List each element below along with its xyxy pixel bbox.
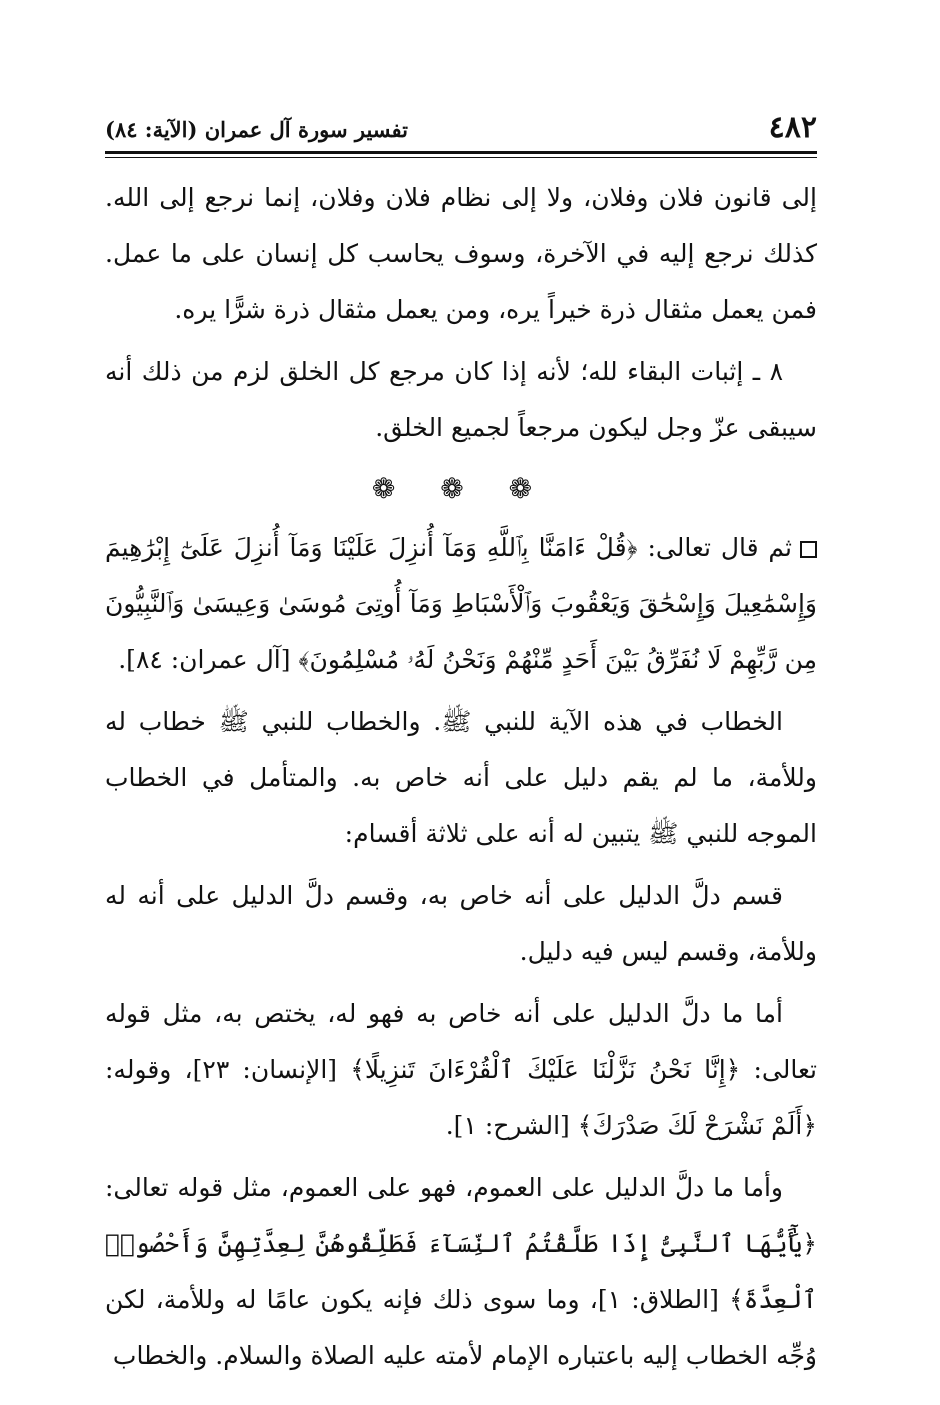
verse-reference: [آل عمران: ٨٤].: [118, 645, 299, 674]
specific-text-c: [الشرح: ١].: [445, 1111, 578, 1140]
body-text: [105, 170, 817, 1384]
quran-verse-insan: ﴿إِنَّا نَحْنُ نَزَّلْنَا عَلَيْكَ ٱلْقُرْءَانَ تَنزِيلًا﴾: [350, 1055, 741, 1084]
quran-verse-talaq: ﴿يَٰٓأَيُّهَا ٱلنَّبِىُّ إِذَا طَلَّقْتُمُ ٱلنِّسَآءَ فَطَلِّقُوهُنَّ لِعِدَّتِهِنَّ وَأَحْصُوا۟ ٱلْعِدَّةَ﴾: [105, 1229, 817, 1314]
commentary-paragraph-1: الخطاب في هذه الآية للنبي ﷺ. والخطاب للنبي ﷺ خطاب له وللأمة، ما لم يقم دليل على أنه خاص به. والمتأمل في الخطاب الموجه للنبي ﷺ يتبين له أنه على ثلاثة أقسام:: [105, 707, 817, 848]
book-page: [105, 105, 817, 1370]
specific-address-paragraph: [105, 986, 817, 1154]
commentary-paragraph-2: قسم دلَّ الدليل على أنه خاص به، وقسم دلَّ الدليل على أنه له وللأمة، وقسم ليس فيه دليل.: [105, 881, 817, 966]
general-address-paragraph: [105, 1160, 817, 1384]
header-rule-thin: [105, 157, 817, 158]
specific-text-a: أما ما دلَّ الدليل على أنه خاص به فهو له، يختص به، مثل قوله تعالى:: [105, 999, 817, 1084]
verse-paragraph: [105, 520, 817, 688]
running-title: تفسير سورة آل عمران (الآية: ٨٤): [105, 117, 408, 142]
header-rule-thick: [105, 151, 817, 154]
section-separator: ❁ ❁ ❁: [371, 472, 551, 505]
specific-text-b: [الإنسان: ٢٣]، وقوله:: [105, 1055, 351, 1084]
verse-intro: ثم قال تعالى:: [637, 533, 793, 562]
paragraph-1: إلى قانون فلان وفلان، ولا إلى نظام فلان وفلان، إنما نرجع إلى الله. كذلك نرجع إليه في الآخرة، وسوف يحاسب كل إنسان على ما عمل. فمن يعمل مثقال ذرة خيراً يره، ومن يعمل مثقال ذرة شرًّا يره.: [105, 183, 817, 324]
quran-verse: ﴿قُلْ ءَامَنَّا بِٱللَّهِ وَمَآ أُنزِلَ عَلَيْنَا وَمَآ أُنزِلَ عَلَىٰٓ إِبْرَٰهِيمَ وَإِسْمَٰعِيلَ وَإِسْحَٰقَ وَيَعْقُوبَ وَٱلْأَسْبَاطِ وَمَآ أُوتِىَ مُوسَىٰ وَعِيسَىٰ وَٱلنَّبِيُّونَ مِن رَّبِّهِمْ لَا نُفَرِّقُ بَيْنَ أَحَدٍ مِّنْهُمْ وَنَحْنُ لَهُۥ مُسْلِمُونَ﴾: [105, 533, 817, 674]
page-header: [105, 105, 817, 145]
page-number: ٤٨٢: [768, 110, 817, 145]
general-text-a: وأما ما دلَّ الدليل على العموم، فهو على العموم، مثل قوله تعالى:: [105, 1173, 783, 1202]
general-text-b: [الطلاق: ١]، وما سوى ذلك فإنه يكون عامًا له وللأمة، لكن وُجِّه الخطاب إليه باعتباره الإمام لأمته عليه الصلاة والسلام. والخطاب: [105, 1285, 817, 1370]
paragraph-2: ٨ ـ إثبات البقاء لله؛ لأنه إذا كان مرجع كل الخلق لزم من ذلك أنه سيبقى عزّ وجل ليكون مرجعاً لجميع الخلق.: [105, 357, 817, 442]
quran-verse-sharh: ﴿أَلَمْ نَشْرَحْ لَكَ صَدْرَكَ﴾: [577, 1111, 817, 1140]
square-bullet-icon: [800, 541, 817, 558]
